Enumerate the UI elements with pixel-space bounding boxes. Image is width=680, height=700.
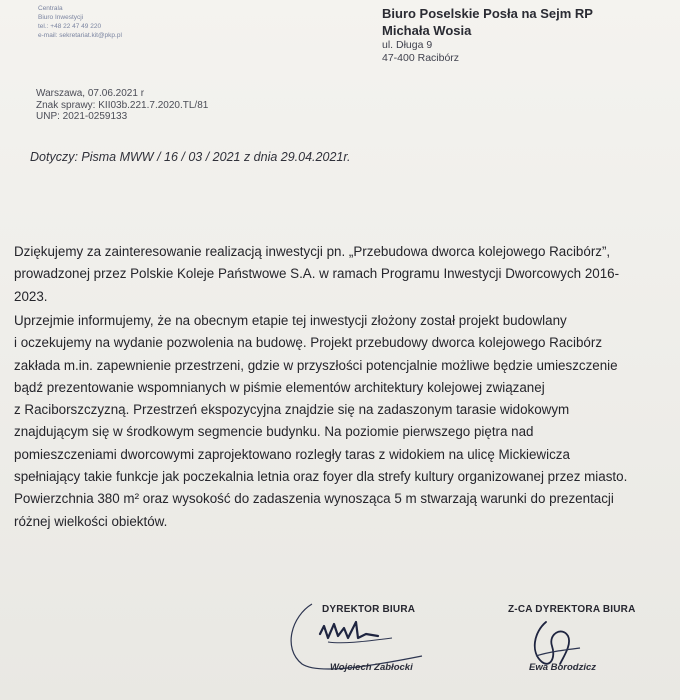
- unp-number: UNP: 2021-0259133: [36, 111, 128, 122]
- letter-metadata: [36, 88, 208, 123]
- paragraph-line: spełniający takie funkcje jak poczekalnia letnia oraz foyer dla strefy kultury organizowanej przez miasto.: [14, 469, 628, 485]
- recipient-address: [382, 5, 593, 65]
- sender-line: Centrala: [38, 5, 63, 12]
- sender-line: Biuro Inwestycji: [38, 14, 84, 21]
- signature-right-title: Z-CA DYREKTORA BIURA: [508, 604, 636, 615]
- signature-left-name: Wojciech Zabłocki: [330, 662, 413, 673]
- paragraph-thanks: [14, 241, 664, 308]
- paragraph-line: Powierzchnia 380 m² oraz wysokość do zadaszenia wynosząca 5 m stwarzają warunki do prezentacji: [14, 491, 614, 507]
- paragraph-line: znajdującym się w środkowym segmencie budynku. Na poziomie pierwszego piętra nad: [14, 424, 534, 440]
- paragraph-line: bądź prezentowanie wspomnianych w piśmie elementów architektury kolejowej związanej: [14, 379, 545, 395]
- recipient-office: Biuro Poselskie Posła na Sejm RP: [382, 6, 593, 21]
- place-date: Warszawa, 07.06.2021 r: [36, 88, 145, 99]
- paragraph-line: Uprzejmie informujemy, że na obecnym etapie tej inwestycji złożony został projekt budowlany: [14, 313, 567, 328]
- recipient-person: Michała Wosia: [382, 23, 472, 38]
- paragraph-line: Dziękujemy za zainteresowanie realizacją inwestycji pn. „Przebudowa dworca kolejowego Racibórz”,: [14, 244, 611, 259]
- paragraph-line: i oczekujemy na wydanie pozwolenia na budowę. Projekt przebudowy dworca kolejowego Racibórz: [14, 335, 603, 351]
- case-number: Znak sprawy: KII03b.221.7.2020.TL/81: [36, 99, 209, 111]
- sender-line: e-mail: sekretariat.kit@pkp.pl: [38, 32, 122, 39]
- signature-left-title: DYREKTOR BIURA: [322, 604, 416, 615]
- paragraph-line: z Raciborszczyzną. Przestrzeń ekspozycyjna znajdzie się na zadaszonym tarasie widokowym: [14, 402, 570, 418]
- sender-letterhead: [38, 4, 122, 40]
- sender-line: tel.: +48 22 47 49 220: [38, 23, 102, 30]
- paragraph-information: [14, 310, 664, 533]
- paragraph-line: pomieszczeniami dworcowymi zaprojektowano rozległy taras z widokiem na ulicę Mickiewicza: [14, 446, 570, 462]
- subject-line: Dotyczy: Pisma MWW / 16 / 03 / 2021 z dnia 29.04.2021r.: [30, 150, 351, 164]
- paragraph-line: prowadzonej przez Polskie Koleje Państwowe S.A. w ramach Programu Inwestycji Dworcowych 2016-: [14, 266, 620, 282]
- recipient-city: 47-400 Racibórz: [382, 52, 460, 64]
- paragraph-line: 2023.: [14, 288, 48, 304]
- paragraph-line: różnej wielkości obiektów.: [14, 513, 168, 529]
- paragraph-line: zakłada m.in. zapewnienie przestrzeni, gdzie w przyszłości potencjalnie możliwe będzie umieszczenie: [14, 357, 618, 373]
- recipient-street: ul. Długa 9: [382, 39, 433, 51]
- signature-right-name: Ewa Borodzicz: [529, 662, 597, 673]
